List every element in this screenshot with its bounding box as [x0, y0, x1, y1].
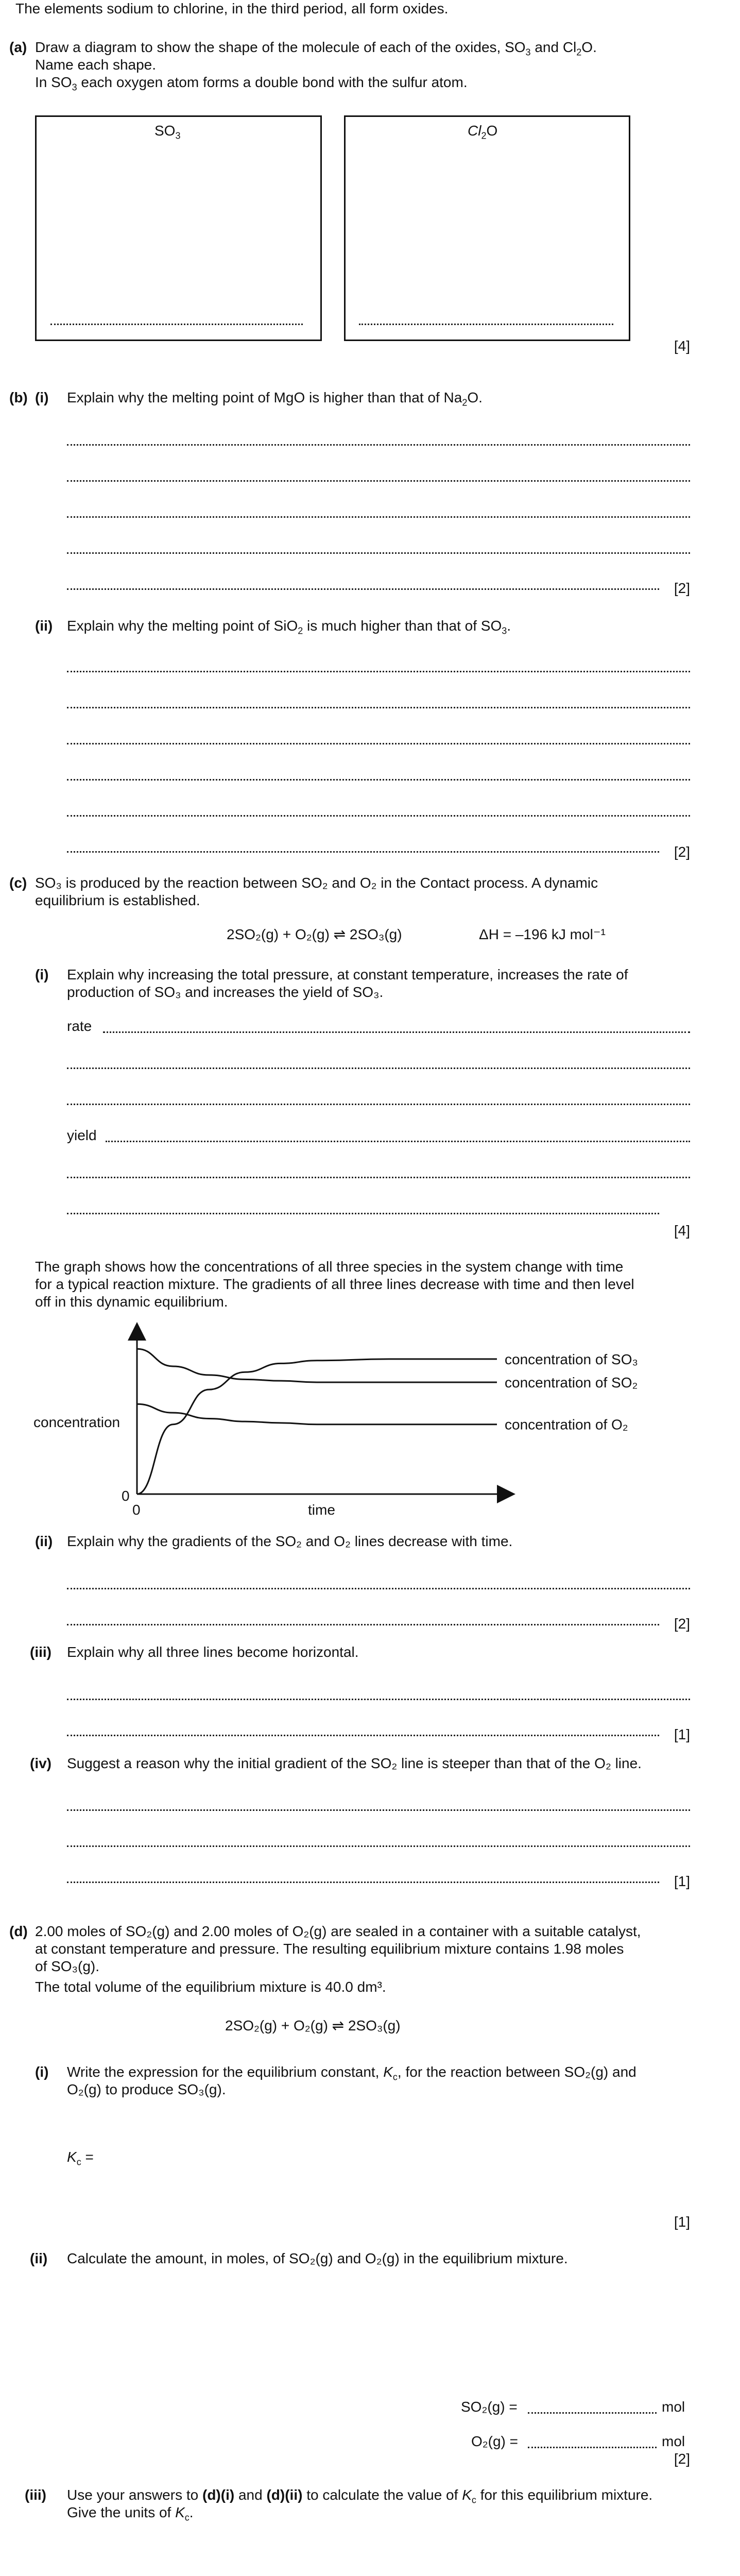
part-c-i-marks: [4] — [674, 1223, 690, 1239]
part-c-intro-line2: equilibrium is established. — [35, 892, 200, 908]
part-c-i-label: (i) — [35, 967, 49, 982]
answer-line[interactable] — [67, 552, 690, 554]
intro-text: The elements sodium to chlorine, in the third period, all form oxides. — [15, 1, 449, 16]
part-b-i-question: Explain why the melting point of MgO is higher than that of $Na_2O$. — [67, 389, 483, 408]
answer-line[interactable] — [67, 1882, 659, 1883]
answer-line[interactable] — [67, 1213, 659, 1214]
answer-line[interactable] — [67, 1588, 690, 1589]
part-c-label: (c) — [9, 875, 27, 891]
answer-line[interactable] — [67, 1699, 690, 1700]
so2-unit: mol — [662, 2399, 685, 2415]
answer-line[interactable] — [67, 1104, 690, 1105]
part-c-enthalpy: ΔH = –196 kJ mol⁻¹ — [479, 926, 606, 942]
part-d-iii-label: (iii) — [25, 2487, 46, 2503]
o2-answer-label: O₂(g) = — [471, 2433, 518, 2449]
answer-line[interactable] — [67, 671, 690, 672]
y-tick-label: 0 — [122, 1488, 130, 1504]
series-label-0: concentration of SO₃ — [505, 1351, 638, 1367]
o2-unit: mol — [662, 2433, 685, 2449]
yield-label: yield — [67, 1127, 97, 1143]
rate-label: rate — [67, 1018, 92, 1034]
answer-line[interactable] — [67, 588, 659, 590]
answer-line[interactable] — [67, 1809, 690, 1811]
so3-drawing-box[interactable] — [35, 115, 322, 341]
answer-line[interactable] — [67, 1177, 690, 1178]
part-d-label: (d) — [9, 1923, 28, 1939]
part-d-equation: 2SO₂(g) + O₂(g) ⇌ 2SO₃(g) — [225, 2018, 401, 2033]
part-d-i-question-line1: Write the expression for the equilibrium constant, $K_c$, for the reaction between SO₂(g) and — [67, 2064, 636, 2082]
answer-line[interactable] — [67, 743, 690, 744]
part-c-iv-question: Suggest a reason why the initial gradient of the SO₂ line is steeper than that of the O₂ line. — [67, 1755, 642, 1771]
graph-intro-line1: The graph shows how the concentrations of all three species in the system change with time — [35, 1259, 624, 1275]
part-d-i-label: (i) — [35, 2064, 49, 2080]
part-c-equation: 2SO₂(g) + O₂(g) ⇌ 2SO₃(g) — [227, 926, 402, 942]
answer-line[interactable] — [67, 1845, 690, 1847]
part-b-label: (b) — [9, 389, 28, 405]
cl2o-box-label: $Cl_2O$ — [468, 123, 498, 141]
part-a-marks: [4] — [674, 338, 690, 354]
part-d-iii-question-line2: Give the units of $K_c$. — [67, 2504, 194, 2523]
part-c-ii-label: (ii) — [35, 1533, 53, 1549]
x-axis-label: time — [308, 1502, 335, 1515]
part-d-ii-question: Calculate the amount, in moles, of SO₂(g) and O₂(g) in the equilibrium mixture. — [67, 2250, 568, 2266]
o2-answer-line[interactable] — [528, 2447, 657, 2448]
part-d-ii-marks: [2] — [674, 2451, 690, 2467]
answer-line[interactable] — [67, 516, 690, 518]
part-c-i-question-line2: production of SO₃ and increases the yield of SO₃. — [67, 984, 384, 1000]
answer-line[interactable] — [67, 815, 690, 817]
answer-line[interactable] — [67, 480, 690, 482]
part-b-ii-label: (ii) — [35, 618, 53, 634]
answer-line[interactable] — [67, 1735, 659, 1736]
part-c-iii-label: (iii) — [30, 1644, 51, 1660]
part-d-iii-question-line1: Use your answers to (d)(i) and (d)(ii) to calculate the value of $K_c$ for this equilibrium mixture. — [67, 2487, 653, 2505]
rate-answer-line[interactable] — [103, 1031, 690, 1033]
series-line-0 — [137, 1359, 497, 1494]
answer-line[interactable] — [67, 779, 690, 781]
series-line-1 — [137, 1349, 497, 1382]
series-label-2: concentration of O₂ — [505, 1416, 628, 1433]
part-d-i-marks: [1] — [674, 2214, 690, 2230]
part-a-question-line2: Name each shape. — [35, 57, 157, 73]
part-c-iv-marks: [1] — [674, 1873, 690, 1889]
kc-expression-label: $K_c$ = — [67, 2149, 94, 2167]
part-a-label: (a) — [9, 39, 27, 55]
part-b-i-label: (i) — [35, 389, 49, 405]
y-axis-label: concentration — [33, 1414, 121, 1430]
answer-line[interactable] — [67, 444, 690, 446]
graph-intro-line2: for a typical reaction mixture. The gradients of all three lines decrease with time and then level — [35, 1276, 634, 1292]
yield-answer-line[interactable] — [106, 1141, 690, 1142]
so2-answer-label: SO₂(g) = — [461, 2399, 518, 2415]
part-a-question-line3: In $SO_3$ each oxygen atom forms a double bond with the sulfur atom. — [35, 74, 468, 93]
part-b-i-marks: [2] — [674, 580, 690, 596]
graph-intro-line3: off in this dynamic equilibrium. — [35, 1294, 228, 1310]
answer-line[interactable] — [67, 1067, 690, 1069]
part-c-iii-question: Explain why all three lines become horizontal. — [67, 1644, 359, 1660]
x-tick-label: 0 — [132, 1502, 141, 1515]
concentration-time-graph — [0, 1319, 740, 1515]
part-c-iii-marks: [1] — [674, 1726, 690, 1742]
part-b-ii-question: Explain why the melting point of SiO$_2$ is much higher than that of $SO_3$. — [67, 618, 511, 636]
cl2o-drawing-box[interactable] — [344, 115, 630, 341]
part-d-intro-line1: 2.00 moles of SO₂(g) and 2.00 moles of O₂(g) are sealed in a container with a suitable catalyst, — [35, 1923, 641, 1939]
answer-line[interactable] — [67, 851, 659, 853]
part-d-ii-label: (ii) — [30, 2250, 48, 2266]
so2-answer-line[interactable] — [528, 2412, 657, 2414]
answer-line[interactable] — [67, 707, 690, 708]
part-d-i-question-line2: O₂(g) to produce SO₃(g). — [67, 2081, 226, 2097]
part-d-intro-line3: of SO₃(g). — [35, 1958, 99, 1974]
part-d-intro-line4: The total volume of the equilibrium mixture is 40.0 dm³. — [35, 1979, 386, 1995]
series-label-1: concentration of SO₂ — [505, 1375, 638, 1391]
so3-box-label: $SO_3$ — [154, 123, 181, 141]
part-a-question-line1: Draw a diagram to show the shape of the molecule of each of the oxides, $SO_3$ and $Cl_2O$. — [35, 39, 597, 58]
answer-line[interactable] — [67, 1624, 659, 1625]
so3-shape-answer-line[interactable] — [50, 324, 303, 325]
part-c-ii-marks: [2] — [674, 1616, 690, 1632]
part-c-i-question-line1: Explain why increasing the total pressure, at constant temperature, increases the rate of — [67, 967, 628, 982]
part-c-intro-line1: SO₃ is produced by the reaction between SO₂ and O₂ in the Contact process. A dynamic — [35, 875, 598, 891]
cl2o-shape-answer-line[interactable] — [359, 324, 613, 325]
part-d-intro-line2: at constant temperature and pressure. The resulting equilibrium mixture contains 1.98 moles — [35, 1941, 624, 1957]
part-c-ii-question: Explain why the gradients of the SO₂ and O₂ lines decrease with time. — [67, 1533, 513, 1549]
part-b-ii-marks: [2] — [674, 844, 690, 860]
part-c-iv-label: (iv) — [30, 1755, 51, 1771]
